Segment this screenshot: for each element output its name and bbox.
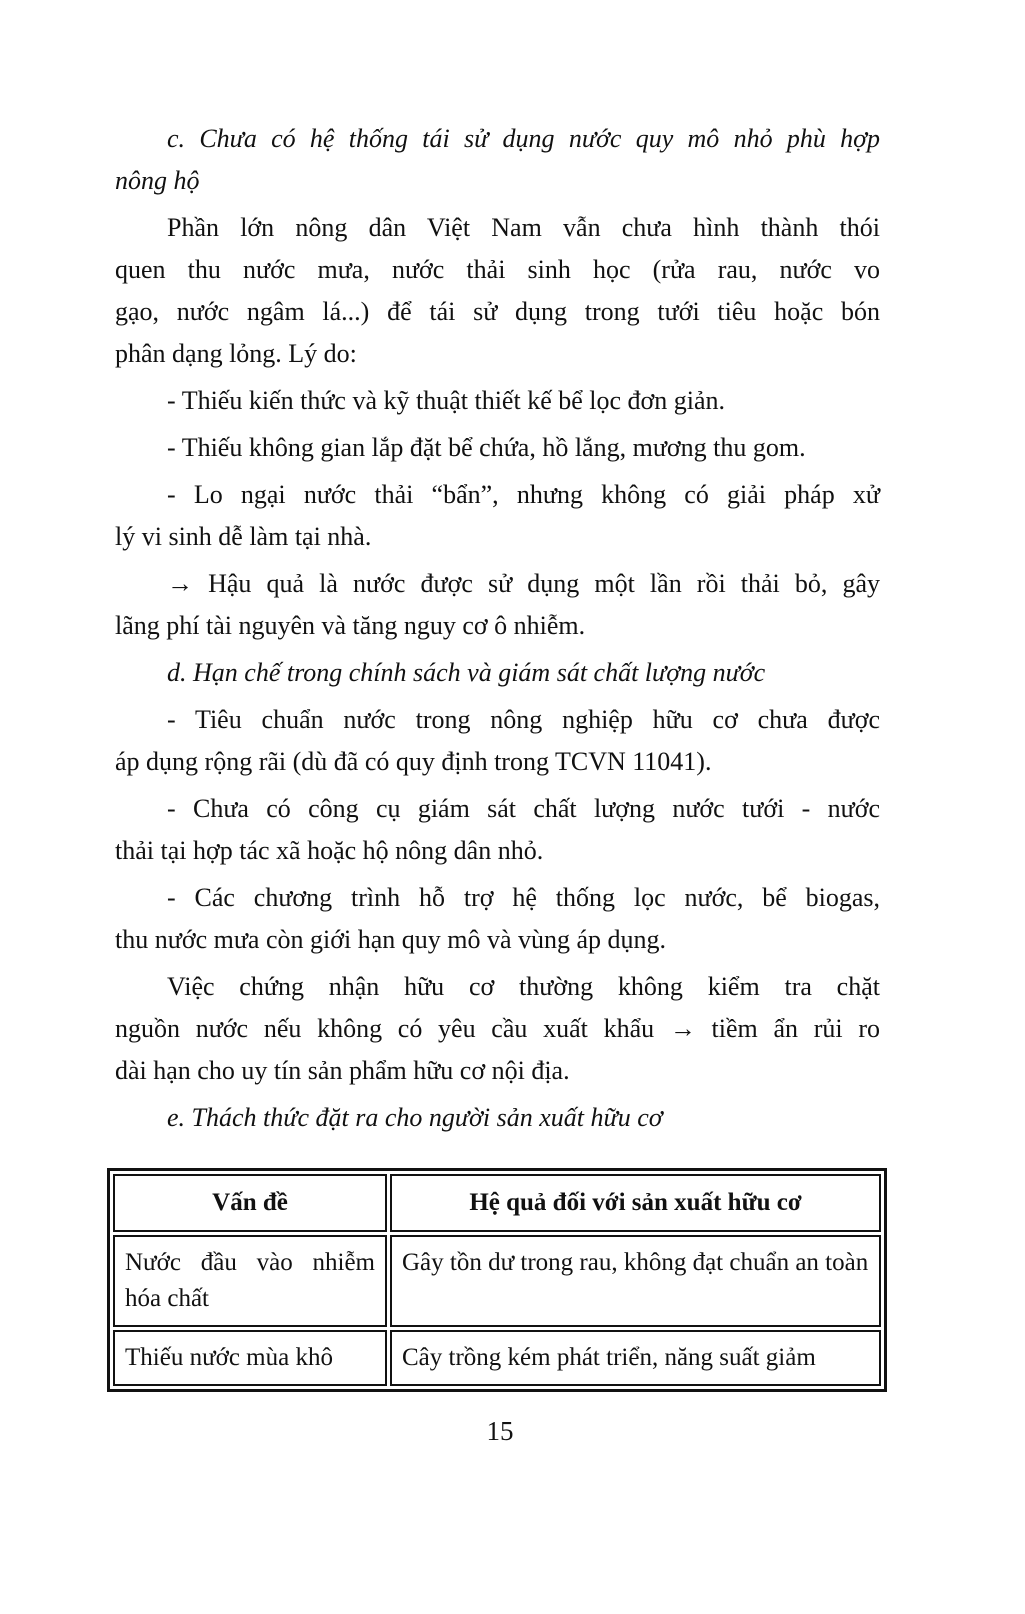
- section-heading: [115, 1097, 880, 1139]
- section-heading: [115, 652, 880, 694]
- text-line: → Hậu quả là nước được sử dụng một lần rồi thải bỏ, gây: [167, 569, 880, 598]
- text-line: e. Thách thức đặt ra cho người sản xuất hữu cơ: [167, 1103, 663, 1132]
- text-line: - Thiếu không gian lắp đặt bể chứa, hồ lắng, mương thu gom.: [167, 433, 806, 462]
- table-row: [113, 1330, 881, 1386]
- paragraph: [115, 699, 880, 783]
- text-line: thải tại hợp tác xã hoặc hộ nông dân nhỏ.: [115, 836, 544, 865]
- table-cell: Cây trồng kém phát triển, năng suất giảm: [390, 1330, 881, 1386]
- paragraph: [115, 427, 880, 469]
- text-line: dài hạn cho uy tín sản phẩm hữu cơ nội địa.: [115, 1056, 570, 1085]
- table-header: Hệ quả đối với sản xuất hữu cơ: [390, 1174, 881, 1232]
- text-line: áp dụng rộng rãi (dù đã có quy định trong TCVN 11041).: [115, 747, 712, 776]
- text-line: d. Hạn chế trong chính sách và giám sát chất lượng nước: [167, 658, 766, 687]
- paragraph: [115, 788, 880, 872]
- text-line: gạo, nước ngâm lá...) để tái sử dụng trong tưới tiêu hoặc bón: [115, 297, 880, 326]
- text-line: Việc chứng nhận hữu cơ thường không kiểm tra chặt: [167, 972, 880, 1001]
- table-cell: Gây tồn dư trong rau, không đạt chuẩn an toàn: [390, 1235, 881, 1327]
- page-body: [115, 118, 880, 1144]
- section-heading: [115, 118, 880, 202]
- text-line: Phần lớn nông dân Việt Nam vẫn chưa hình thành thói: [167, 213, 880, 242]
- paragraph: [115, 966, 880, 1092]
- text-line: quen thu nước mưa, nước thải sinh học (rửa rau, nước vo: [115, 255, 880, 284]
- table-header-row: [113, 1174, 881, 1232]
- table-header: Vấn đề: [113, 1174, 387, 1232]
- text-line: phân dạng lỏng. Lý do:: [115, 339, 357, 368]
- paragraph: [115, 207, 880, 375]
- table-cell: Thiếu nước mùa khô: [113, 1330, 387, 1386]
- text-line: lãng phí tài nguyên và tăng nguy cơ ô nhiễm.: [115, 611, 586, 640]
- table-cell: Nước đầu vào nhiễm hóa chất: [113, 1235, 387, 1327]
- text-line: nông hộ: [115, 166, 200, 195]
- text-line: - Chưa có công cụ giám sát chất lượng nước tưới - nước: [167, 794, 880, 823]
- paragraph: [115, 563, 880, 647]
- text-line: c. Chưa có hệ thống tái sử dụng nước quy mô nhỏ phù hợp: [167, 124, 880, 153]
- text-line: - Tiêu chuẩn nước trong nông nghiệp hữu cơ chưa được: [167, 705, 880, 734]
- page-number: 15: [486, 1416, 514, 1446]
- text-line: thu nước mưa còn giới hạn quy mô và vùng áp dụng.: [115, 925, 667, 954]
- paragraph: [115, 380, 880, 422]
- table-row: [113, 1235, 881, 1327]
- text-line: - Các chương trình hỗ trợ hệ thống lọc nước, bể biogas,: [167, 883, 880, 912]
- paragraph: [115, 474, 880, 558]
- challenges-table: [107, 1168, 887, 1392]
- text-line: - Thiếu kiến thức và kỹ thuật thiết kế bể lọc đơn giản.: [167, 386, 726, 415]
- text-line: nguồn nước nếu không có yêu cầu xuất khẩu → tiềm ẩn rủi ro: [115, 1014, 880, 1043]
- text-line: - Lo ngại nước thải “bẩn”, nhưng không có giải pháp xử: [167, 480, 880, 509]
- text-line: lý vi sinh dễ làm tại nhà.: [115, 522, 372, 551]
- paragraph: [115, 877, 880, 961]
